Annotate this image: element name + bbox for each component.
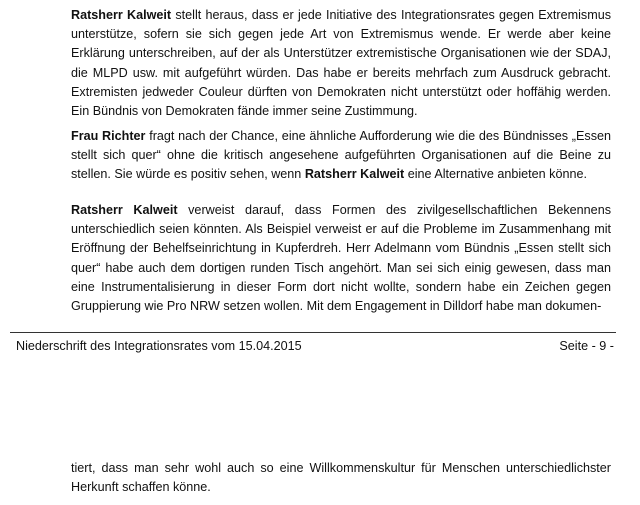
paragraph-text: fragt nach der Chance, eine ähnliche Aufforderung wie die des Bündnisses „Essen stellt sich quer“ ohne die kritisch angesehene aufgeführten Organisationen auf die Beine zu stellen. Sie würde es positiv sehen, wenn <box>71 129 611 182</box>
paragraph-text: eine Alternative anbieten könne. <box>404 167 587 182</box>
paragraph-text: verweist darauf, dass Formen des zivilgesellschaftlichen Bekennens unterschiedlich seien könnten. Als Beispiel verweist er auf die Probleme im Zusammenhang mit Eröffnung der Behelfseinrichtung in Kupferdreh. Herr Adelmann vom Bündnis „Essen stellt sich quer“ habe auch dem dortigen runden Tisch angehört. Man sei sich einig gewesen, dass man eine Instrumentalisierung in dieser Form dort nicht wollte, sondern habe ein Zeichen gegen Gruppierung wie Pro NRW setzen wollen. Mit dem Engagement in Dilldorf habe man dokumen- <box>71 203 611 314</box>
footer-page-number: Seite - 9 - <box>559 339 614 353</box>
paragraph-richter <box>71 127 611 185</box>
speaker-name: Ratsherr Kalweit <box>71 203 178 217</box>
paragraph-kalweit-2 <box>71 201 611 316</box>
paragraph-kalweit-1 <box>71 6 611 121</box>
footer-document-title: Niederschrift des Integrationsrates vom 15.04.2015 <box>16 339 302 353</box>
footer-divider <box>10 332 616 333</box>
speaker-name: Ratsherr Kalweit <box>71 8 172 22</box>
paragraph-continuation <box>71 459 611 497</box>
paragraph-text: stellt heraus, dass er jede Initiative des Integrationsrates gegen Extremismus unterstütze, sofern sie sich gegen jede Art von Extremismus wende. Er werde aber keine Erklärung unterschreiben, auf der als Unterstützer extremistische Organisationen wie der SDAJ, die MLPD usw. mit aufgeführt würden. Das habe er bereits mehrfach zum Ausdruck gebracht. Extremisten jedweder Couleur dürften von Demokraten nicht unterstützt oder hoffähig werden. Ein Bündnis von Demokraten fände immer seine Zustimmung. <box>71 8 612 119</box>
speaker-name: Frau Richter <box>71 129 146 143</box>
speaker-name: Ratsherr Kalweit <box>304 167 405 182</box>
paragraph-text: tiert, dass man sehr wohl auch so eine Willkommenskultur für Menschen unterschiedlichster Herkunft schaffen könne. <box>71 461 611 495</box>
